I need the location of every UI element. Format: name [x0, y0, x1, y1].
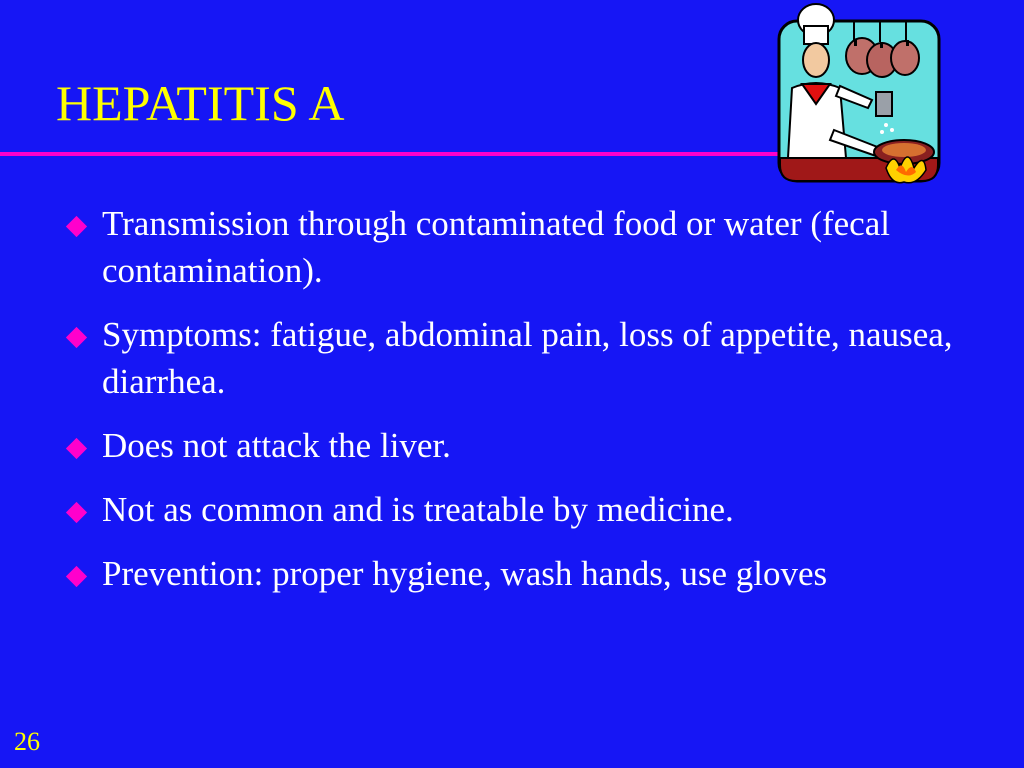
diamond-bullet-icon: [66, 438, 87, 459]
bullet-text: Does not attack the liver.: [102, 426, 451, 465]
bullet-text: Transmission through contaminated food or water (fecal contamination).: [102, 204, 890, 290]
bullet-list: [60, 200, 960, 614]
bullet-text: Symptoms: fatigue, abdominal pain, loss of appetite, nausea, diarrhea.: [102, 315, 953, 401]
diamond-bullet-icon: [66, 502, 87, 523]
diamond-bullet-icon: [66, 327, 87, 348]
diamond-bullet-icon: [66, 216, 87, 237]
bullet-item: [60, 311, 960, 405]
bullet-item: [60, 486, 960, 533]
title-underline: [0, 152, 790, 156]
slide-title: HEPATITIS A: [56, 75, 345, 131]
chef-cooking-icon: [776, 0, 942, 190]
bullet-text: Not as common and is treatable by medicine.: [102, 490, 734, 529]
bullet-text: Prevention: proper hygiene, wash hands, use gloves: [102, 554, 828, 593]
page-number: 26: [14, 727, 40, 756]
diamond-bullet-icon: [66, 566, 87, 587]
bullet-item: [60, 200, 960, 294]
bullet-item: [60, 422, 960, 469]
bullet-item: [60, 550, 960, 597]
